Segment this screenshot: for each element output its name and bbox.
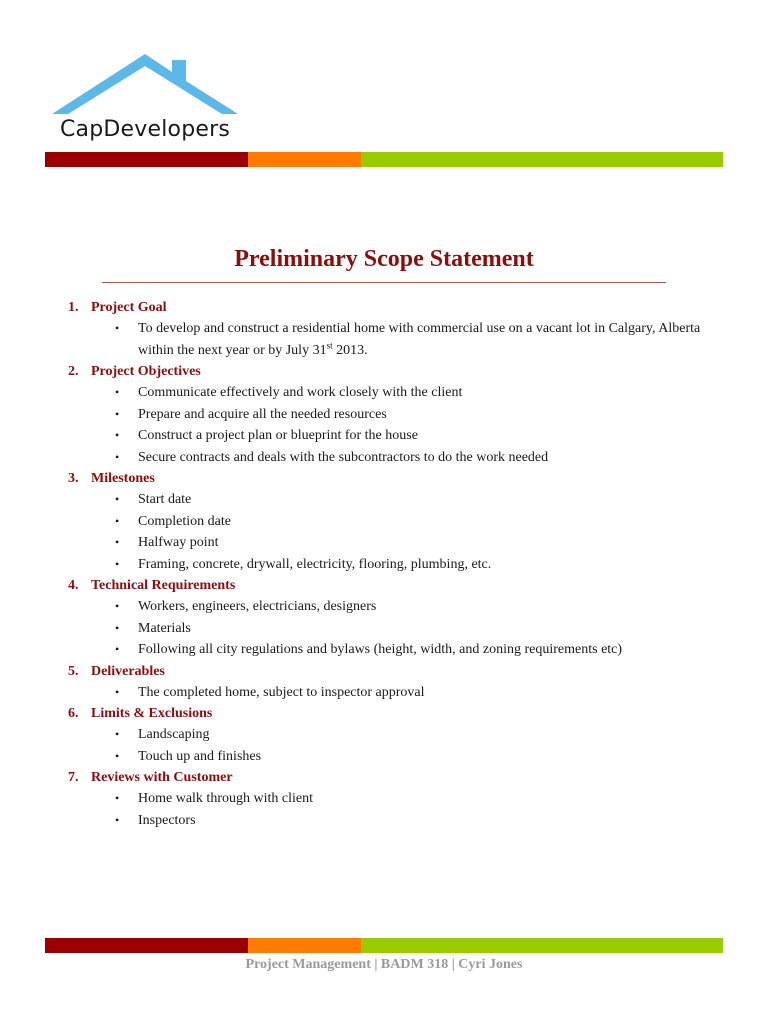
bullet-text: Communicate effectively and work closely with the client (138, 385, 463, 400)
bullet-item (0, 511, 768, 533)
section-heading (0, 575, 768, 596)
section-heading-text: Deliverables (91, 663, 165, 679)
bullet-item (0, 532, 768, 554)
bullet-text: Touch up and finishes (138, 748, 262, 764)
bullet-item (0, 318, 768, 361)
bullet-icon: • (115, 406, 120, 421)
bullet-icon: • (115, 727, 120, 741)
section-heading-text: Limits & Exclusions (91, 706, 213, 721)
header-color-band (45, 152, 723, 167)
page-footer: Project Management | BADM 318 | Cyri Jones (245, 957, 523, 972)
title-underline (102, 282, 666, 283)
bullet-item (0, 724, 768, 746)
bullet-icon: • (115, 449, 120, 464)
logo-text: CapDevelopers (60, 117, 231, 142)
bullet-item (0, 404, 768, 426)
band-segment (45, 152, 248, 167)
band-segment (248, 938, 361, 953)
section-heading-text: Reviews with Customer (91, 770, 233, 785)
bullet-icon: • (115, 556, 120, 571)
bullet-text: Workers, engineers, electricians, designers (138, 599, 377, 614)
section-number: 7. (68, 770, 79, 785)
bullet-text: Start date (138, 492, 192, 507)
scope-section (0, 297, 768, 361)
section-number: 6. (68, 706, 79, 721)
bullet-icon: • (115, 321, 120, 335)
section-heading (0, 703, 768, 724)
bullet-item (0, 618, 768, 640)
section-number: 1. (68, 300, 79, 315)
bullet-icon: • (115, 492, 120, 506)
bullet-icon: • (115, 791, 120, 805)
footer-color-band (45, 938, 723, 953)
bullet-icon: • (115, 599, 120, 613)
section-heading (0, 767, 768, 788)
bullet-text-tail: 2013. (332, 342, 368, 358)
section-number: 3. (68, 471, 79, 486)
section-heading (0, 361, 768, 382)
section-heading (0, 297, 768, 318)
bullet-item (0, 425, 768, 447)
bullet-text: Completion date (138, 513, 231, 529)
section-heading (0, 468, 768, 489)
bullet-item (0, 596, 768, 618)
bullet-text: Construct a project plan or blueprint for the house (138, 428, 418, 443)
bullet-item (0, 554, 768, 576)
bullet-text: Prepare and acquire all the needed resources (138, 406, 387, 422)
band-segment (248, 152, 361, 167)
section-heading-text: Project Objectives (91, 364, 201, 379)
scope-sections (0, 297, 768, 831)
ordinal-suffix: st (326, 339, 333, 350)
section-heading (0, 661, 768, 682)
section-heading-text: Technical Requirements (91, 578, 236, 593)
bullet-icon: • (115, 385, 120, 399)
bullet-item (0, 639, 768, 661)
bullet-text: Following all city regulations and bylaws (height, width, and zoning requirements etc) (138, 642, 623, 657)
bullet-item (0, 382, 768, 404)
bullet-item (0, 810, 768, 832)
bullet-icon: • (115, 428, 120, 442)
scope-section (0, 575, 768, 661)
scope-section (0, 661, 768, 704)
bullet-text: Halfway point (138, 535, 219, 550)
scope-section (0, 361, 768, 468)
bullet-item (0, 788, 768, 810)
bullet-icon: • (115, 748, 120, 763)
bullet-item (0, 447, 768, 469)
bullet-text: The completed home, subject to inspector approval (138, 684, 425, 700)
bullet-text: Inspectors (138, 812, 196, 828)
document-title: Preliminary Scope Statement (234, 246, 534, 272)
bullet-icon: • (115, 684, 120, 699)
bullet-text: Home walk through with client (138, 791, 313, 806)
section-heading-text: Milestones (91, 471, 155, 486)
bullet-text: Materials (138, 620, 191, 636)
band-segment (361, 938, 723, 953)
bullet-item (0, 682, 768, 704)
section-number: 5. (68, 663, 79, 679)
bullet-icon: • (115, 620, 120, 635)
scope-section (0, 703, 768, 767)
scope-section (0, 767, 768, 831)
house-roof-icon (52, 50, 238, 118)
bullet-text: To develop and construct a residential home with commercial use on a vacant lot in Calgary, Alberta within the next year or by July 31 (138, 321, 701, 358)
band-segment (361, 152, 723, 167)
bullet-text: Landscaping (138, 727, 210, 742)
company-logo (48, 50, 248, 155)
section-number: 4. (68, 578, 79, 593)
band-segment (45, 938, 248, 953)
section-heading-text: Project Goal (91, 300, 167, 315)
bullet-item (0, 746, 768, 768)
bullet-icon: • (115, 535, 120, 549)
bullet-text: Framing, concrete, drywall, electricity, flooring, plumbing, etc. (138, 556, 492, 572)
section-number: 2. (68, 364, 79, 379)
bullet-icon: • (115, 513, 120, 528)
bullet-item (0, 489, 768, 511)
bullet-icon: • (115, 642, 120, 656)
bullet-text: Secure contracts and deals with the subcontractors to do the work needed (138, 449, 549, 465)
scope-section (0, 468, 768, 575)
bullet-icon: • (115, 812, 120, 827)
